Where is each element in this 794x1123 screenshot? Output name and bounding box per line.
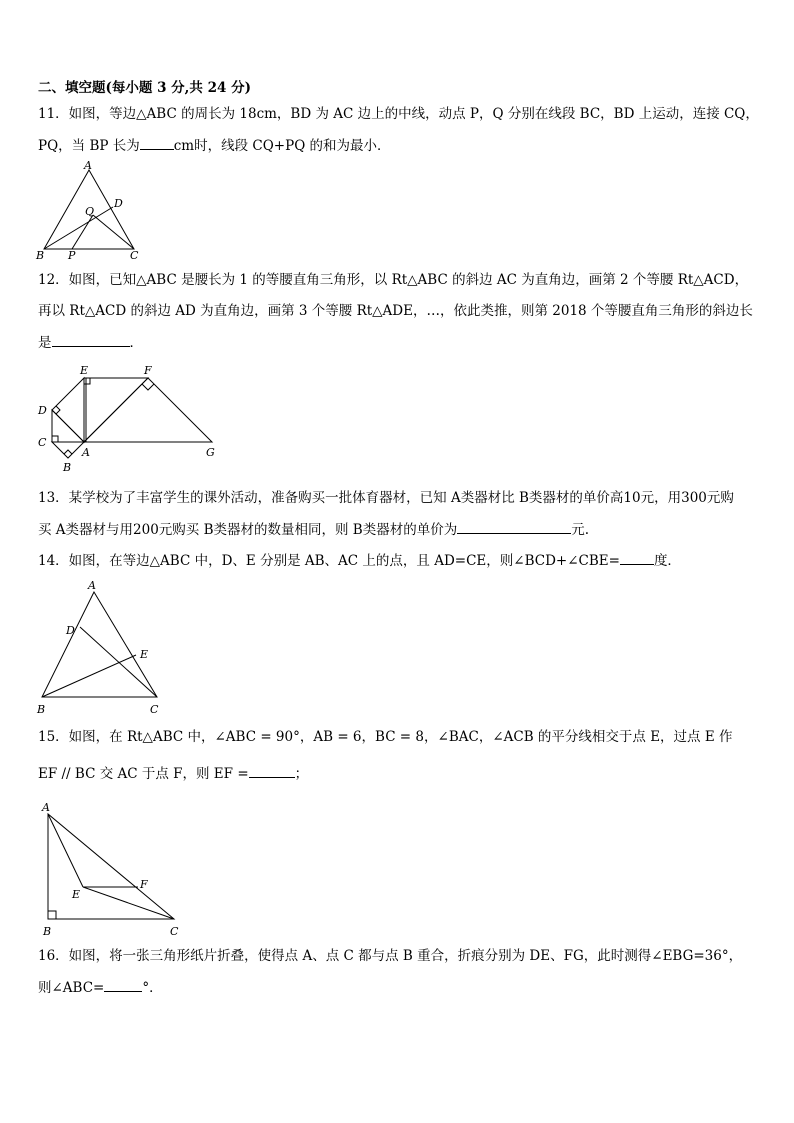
q13-answer-blank[interactable]	[457, 519, 571, 534]
q11-line2	[38, 135, 391, 156]
q12-label-a: A	[82, 446, 90, 459]
q13-text-a: 买 A类器材与用200元购买 B类器材的数量相同，则 B类器材的单价为	[38, 522, 458, 538]
q11-text-b: cm时，线段 CQ+PQ 的和为最小．	[173, 138, 391, 154]
q16-text-b: °．	[142, 980, 163, 996]
q15-label-f: F	[140, 878, 148, 891]
q15-text-a: EF // BC 交 AC 于点 F，则 EF =	[38, 766, 249, 782]
section-title: 二、填空题(每小题 3 分,共 24 分)	[38, 80, 251, 96]
q12-figure	[34, 360, 234, 475]
q15-text-b: ；	[294, 766, 309, 782]
q14-line1	[38, 550, 681, 571]
q13-text-b: 元.	[571, 522, 590, 538]
q12-text-a: 是	[38, 335, 52, 351]
q16-answer-blank[interactable]	[104, 977, 142, 992]
q15-right-angle-b	[48, 911, 56, 919]
q15-label-e: E	[72, 888, 81, 901]
q12-right-angle-e	[84, 378, 90, 384]
q12-line1: 12．如图，已知△ABC 是腰长为 1 的等腰直角三角形，以 Rt△ABC 的斜边 AC 为直角边，画第 2 个等腰 Rt△ACD，	[38, 272, 749, 288]
q15-line2	[38, 763, 308, 784]
q11-label-q: Q	[85, 205, 95, 218]
q11-answer-blank[interactable]	[140, 135, 174, 150]
q11-label-c: C	[130, 249, 139, 262]
q11-text-a: PQ，当 BP 长为	[38, 138, 140, 154]
q15-bisector-ae	[48, 814, 83, 887]
q12-line3	[38, 332, 143, 353]
q11-label-b: B	[36, 249, 45, 262]
q14-figure	[34, 578, 174, 720]
q12-label-g: G	[206, 446, 215, 459]
q14-label-d: D	[66, 624, 75, 637]
q15-line1: 15．如图，在 Rt△ABC 中，∠ABC = 90°，AB = 6，BC = 8，∠BAC，∠ACB 的平分线相交于点 E，过点 E 作	[38, 729, 733, 745]
q12-right-angle-f	[142, 384, 154, 390]
q15-label-c: C	[170, 925, 179, 938]
q11-figure	[34, 160, 144, 262]
q14-label-c: C	[150, 703, 159, 716]
q11-segment-pq	[72, 215, 93, 249]
q12-text-b: ．	[129, 335, 143, 351]
q15-bisector-ce	[83, 887, 174, 919]
q15-label-a: A	[42, 801, 50, 814]
q11-segment-cq	[93, 215, 134, 249]
q14-label-a: A	[88, 579, 96, 592]
q12-right-angle-c	[52, 436, 58, 442]
q14-text-b: 度．	[653, 553, 681, 569]
q15-figure	[34, 798, 194, 938]
q11-median-bd	[44, 207, 113, 249]
q15-label-b: B	[43, 925, 52, 938]
q14-answer-blank[interactable]	[620, 550, 654, 565]
q15-triangle-abc	[48, 814, 174, 919]
q12-label-e: E	[80, 364, 89, 377]
q12-right-angle-d	[56, 406, 60, 414]
q12-right-angle-b	[64, 450, 72, 454]
q13-line1: 13．某学校为了丰富学生的课外活动，准备购买一批体育器材，已知 A类器材比 B类器材的单价高10元，用300元购	[38, 490, 734, 506]
q11-line1: 11．如图，等边△ABC 的周长为 18cm，BD 为 AC 边上的中线，动点 P，Q 分别在线段 BC，BD 上运动，连接 CQ，	[38, 106, 759, 122]
q15-answer-blank[interactable]	[249, 763, 295, 778]
q13-line2	[38, 519, 589, 540]
q12-label-f: F	[144, 364, 152, 377]
q12-triangle-afg	[84, 378, 212, 442]
q16-line2	[38, 977, 163, 998]
q16-text-a: 则∠ABC=	[38, 980, 105, 996]
q12-label-b: B	[63, 461, 72, 474]
q16-line1: 16．如图，将一张三角形纸片折叠，使得点 A、点 C 都与点 B 重合，折痕分别为 DE、FG，此时测得∠EBG=36°，	[38, 948, 743, 964]
q12-label-c: C	[38, 436, 47, 449]
q14-label-b: B	[37, 703, 46, 716]
q14-label-e: E	[140, 648, 149, 661]
q14-segment-cd	[80, 627, 157, 697]
q12-answer-blank[interactable]	[52, 332, 130, 347]
q12-triangle-ade	[52, 378, 84, 442]
q14-text-a: 14．如图，在等边△ABC 中，D、E 分别是 AB、AC 上的点，且 AD=CE，则∠BCD+∠CBE=	[38, 553, 620, 569]
q11-label-a: A	[84, 160, 92, 172]
q12-line2: 再以 Rt△ACD 的斜边 AD 为直角边，画第 3 个等腰 Rt△ADE，…，依此类推，则第 2018 个等腰直角三角形的斜边长	[38, 303, 753, 319]
q11-label-p: P	[68, 249, 76, 262]
q12-label-d: D	[38, 404, 47, 417]
q11-label-d: D	[114, 197, 123, 210]
q14-segment-be	[42, 655, 136, 697]
